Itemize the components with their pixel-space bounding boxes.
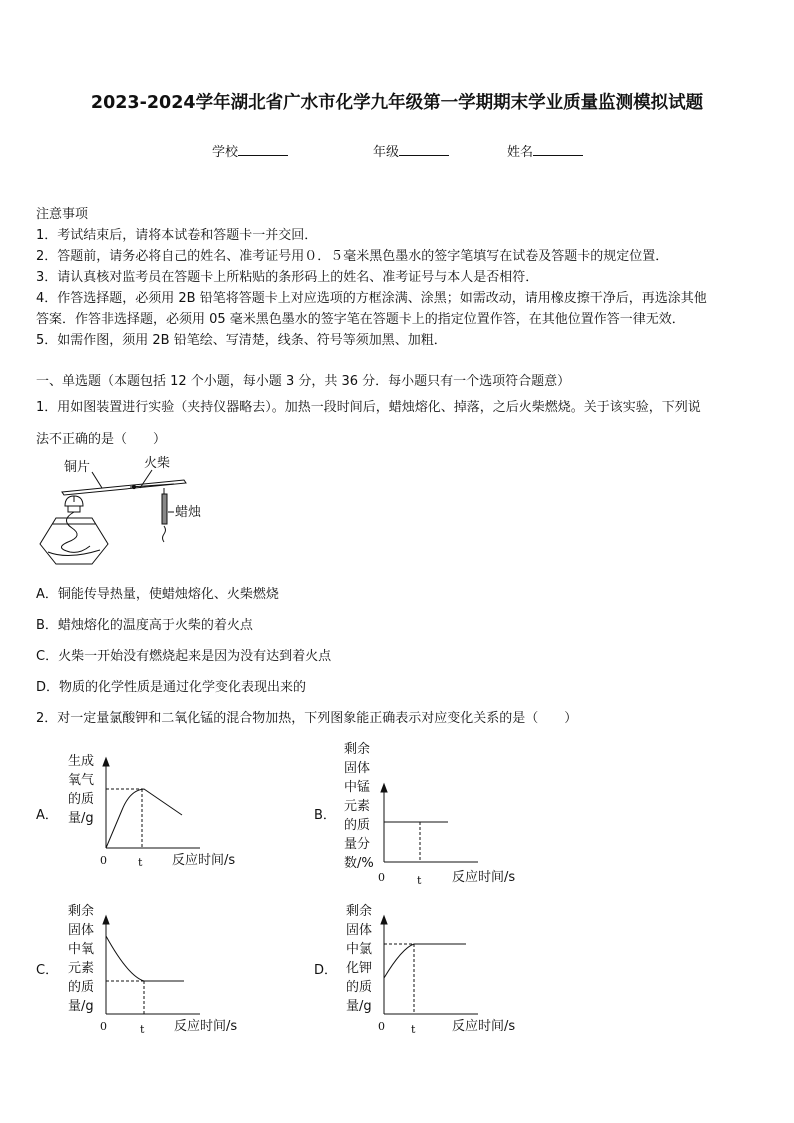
graph-b-ylabel: 量分 bbox=[344, 837, 371, 852]
graph-d-ylabel: 固体 bbox=[346, 923, 373, 938]
q1-option-c[interactable]: C．火柴一开始没有燃烧起来是因为没有达到着火点 bbox=[36, 649, 332, 664]
q1-option-a[interactable]: A．铜能传导热量，使蜡烛熔化、火柴燃烧 bbox=[36, 587, 279, 602]
graph-b-ylabel: 固体 bbox=[344, 761, 371, 776]
note-item: 3．请认真核对监考员在答题卡上所粘贴的条形码上的姓名、准考证号与本人是否相符． bbox=[36, 270, 539, 285]
graph-a-ylabel: 量/g bbox=[68, 811, 94, 826]
q1-stem-line2: 法不正确的是（ ） bbox=[36, 432, 167, 447]
graph-d-origin: 0 bbox=[378, 1020, 385, 1033]
graph-d-letter: D． bbox=[314, 963, 338, 978]
graph-c-ylabel: 中氧 bbox=[68, 942, 95, 957]
school-field bbox=[212, 141, 288, 160]
graph-b-ylabel: 剩余 bbox=[344, 742, 371, 757]
q1-option-d[interactable]: D．物质的化学性质是通过化学变化表现出来的 bbox=[36, 680, 307, 695]
graph-b-letter: B． bbox=[314, 808, 336, 823]
graph-a-ylabel: 的质 bbox=[68, 792, 95, 807]
section-heading: 一、单选题（本题包括 12 个小题，每小题 3 分，共 36 分．每小题只有一个选项符合题意） bbox=[36, 374, 571, 389]
graph-d-ylabel: 的质 bbox=[346, 980, 373, 995]
graph-c-ylabel: 固体 bbox=[68, 923, 95, 938]
note-item: 答案．作答非选择题，必须用 05 毫米黑色墨水的签字笔在答题卡上的指定位置作答，在其他位置作答一律无效． bbox=[36, 312, 685, 327]
graph-d[interactable] bbox=[310, 898, 550, 1038]
graph-c-ylabel: 量/g bbox=[68, 999, 94, 1014]
graph-b-ylabel: 中锰 bbox=[344, 780, 371, 795]
q2-stem: 2．对一定量氯酸钾和二氧化锰的混合物加热，下列图象能正确表示对应变化关系的是（ ） bbox=[36, 711, 578, 726]
graph-a-t: t bbox=[138, 856, 143, 869]
graph-c-ylabel: 的质 bbox=[68, 980, 95, 995]
alcohol-lamp bbox=[40, 518, 108, 564]
graph-d-ylabel: 剩余 bbox=[346, 904, 373, 919]
candle-label: 蜡烛 bbox=[175, 505, 202, 520]
note-item: 5．如需作图，须用 2B 铅笔绘、写清楚，线条、符号等须加黑、加粗． bbox=[36, 333, 447, 348]
match-label: 火柴 bbox=[144, 456, 171, 471]
page-title: 2023-2024学年湖北省广水市化学九年级第一学期期末学业质量监测模拟试题 bbox=[90, 93, 704, 113]
graph-d-t: t bbox=[411, 1023, 416, 1036]
name-field bbox=[507, 141, 583, 160]
candle-shape bbox=[162, 494, 167, 524]
q1-option-b[interactable]: B．蜡烛熔化的温度高于火柴的着火点 bbox=[36, 618, 253, 633]
copper-plate bbox=[62, 480, 186, 495]
graph-c-ylabel: 元素 bbox=[68, 961, 95, 976]
graph-a-ylabel: 氧气 bbox=[68, 773, 95, 788]
graph-c[interactable] bbox=[30, 898, 270, 1038]
graph-c-curve bbox=[106, 936, 184, 981]
graph-c-origin: 0 bbox=[100, 1020, 107, 1033]
notes-heading: 注意事项 bbox=[36, 207, 89, 222]
note-item: 2．答题前，请务必将自己的姓名、准考证号用０．５毫米黑色墨水的签字笔填写在试卷及答题卡的规定位置． bbox=[36, 249, 669, 264]
note-item: 1．考试结束后，请将本试卷和答题卡一并交回． bbox=[36, 228, 318, 243]
name-label: 姓名 bbox=[507, 145, 534, 160]
graph-a-xlabel: 反应时间/s bbox=[172, 853, 236, 868]
name-blank[interactable] bbox=[533, 143, 583, 156]
graph-b-ylabel: 的质 bbox=[344, 818, 371, 833]
graph-a-ylabel: 生成 bbox=[68, 754, 95, 769]
graph-c-ylabel: 剩余 bbox=[68, 904, 95, 919]
graph-c-xlabel: 反应时间/s bbox=[174, 1019, 238, 1034]
graph-b[interactable] bbox=[310, 738, 550, 890]
graph-d-ylabel: 中氯 bbox=[346, 942, 373, 957]
school-blank[interactable] bbox=[238, 143, 288, 156]
apparatus-figure bbox=[34, 452, 202, 574]
graph-b-t: t bbox=[417, 874, 422, 887]
graph-d-ylabel: 量/g bbox=[346, 999, 372, 1014]
graph-c-letter: C． bbox=[36, 963, 59, 978]
graph-b-origin: 0 bbox=[378, 871, 385, 884]
graph-d-curve bbox=[384, 944, 466, 978]
graph-b-xlabel: 反应时间/s bbox=[452, 870, 516, 885]
graph-a-origin: 0 bbox=[100, 854, 107, 867]
graph-a-curve bbox=[106, 789, 182, 848]
school-label: 学校 bbox=[212, 145, 239, 160]
graph-b-ylabel: 数/% bbox=[344, 856, 374, 871]
graph-a-letter: A． bbox=[36, 808, 58, 823]
grade-field bbox=[373, 141, 449, 160]
graph-a[interactable] bbox=[30, 748, 270, 870]
graph-d-ylabel: 化钾 bbox=[346, 961, 373, 976]
copper-label: 铜片 bbox=[64, 460, 91, 475]
q1-stem-line1: 1．用如图装置进行实验（夹持仪器略去）。加热一段时间后，蜡烛熔化、掉落，之后火柴燃烧。关于该实验，下列说 bbox=[36, 400, 701, 415]
graph-d-xlabel: 反应时间/s bbox=[452, 1019, 516, 1034]
graph-b-ylabel: 元素 bbox=[344, 799, 371, 814]
graph-c-t: t bbox=[140, 1023, 145, 1036]
grade-label: 年级 bbox=[373, 145, 400, 160]
note-item: 4．作答选择题，必须用 2B 铅笔将答题卡上对应选项的方框涂满、涂黑；如需改动，请用橡皮擦干净后，再选涂其他 bbox=[36, 291, 707, 306]
grade-blank[interactable] bbox=[399, 143, 449, 156]
